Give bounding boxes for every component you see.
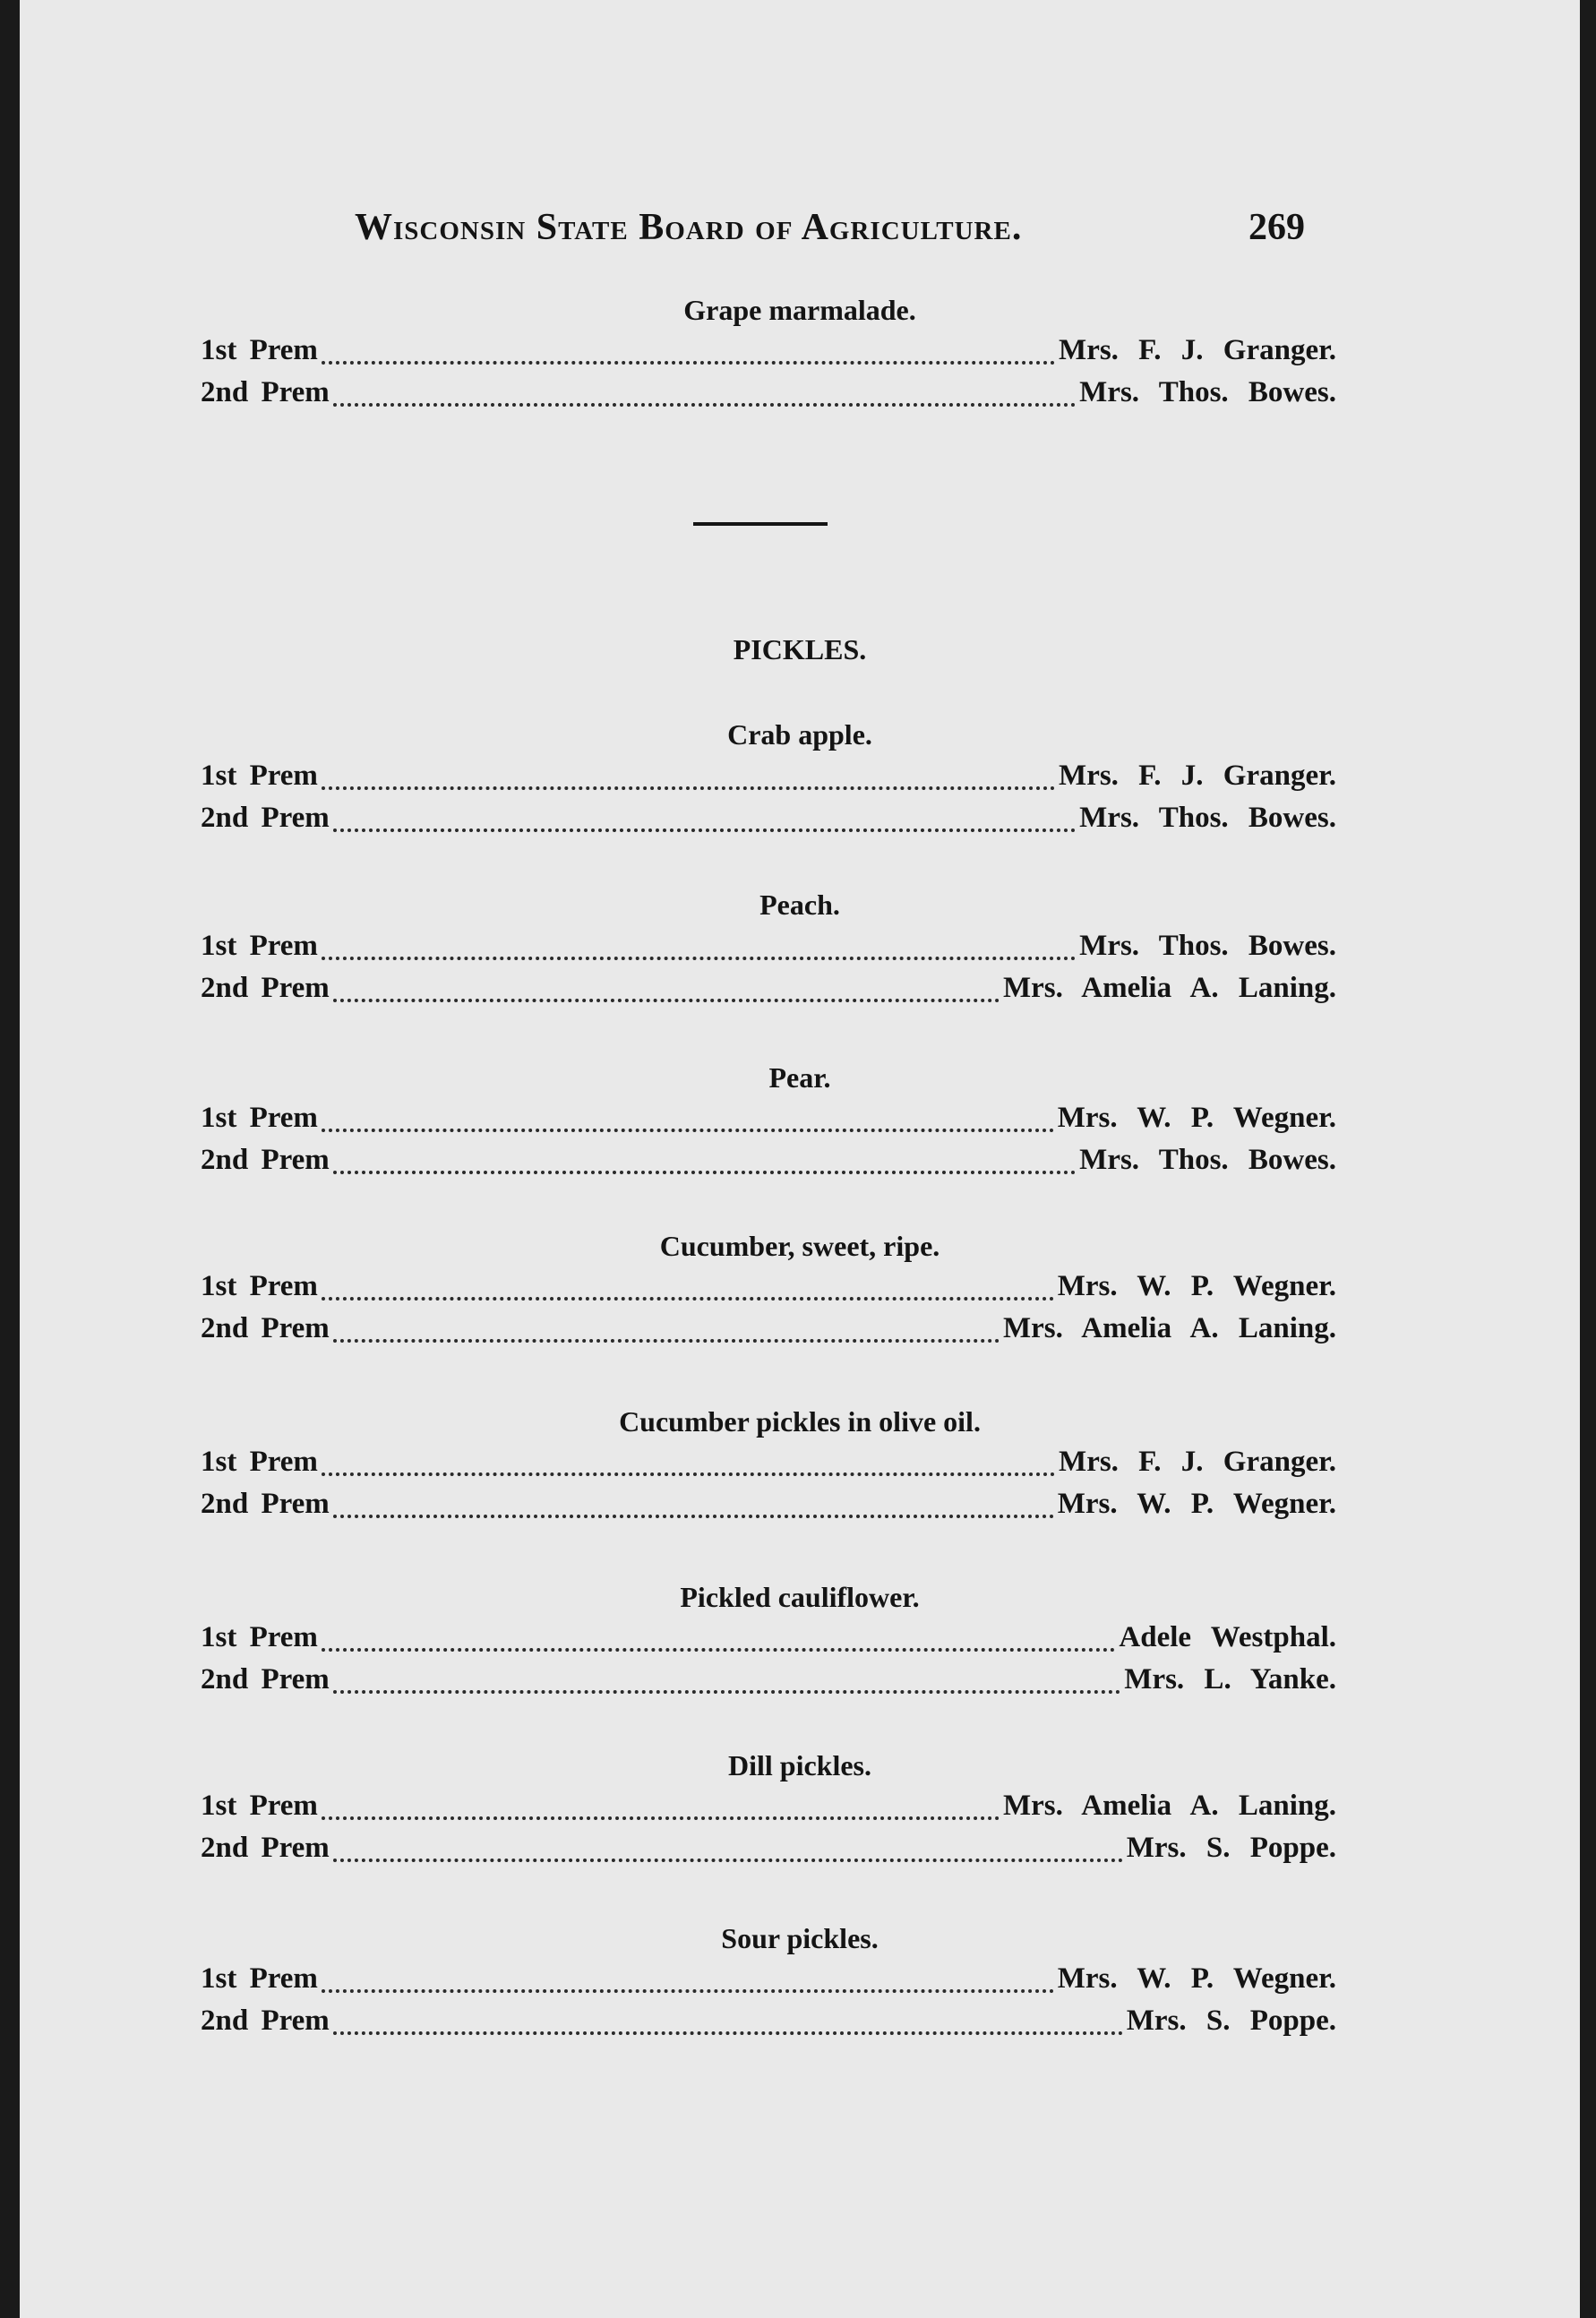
dot-leader	[333, 402, 1076, 407]
list-item	[201, 972, 1336, 1011]
winner-name: Mrs. W. P. Wegner.	[1057, 1270, 1336, 1302]
premium-place: 2nd Prem	[201, 1663, 330, 1696]
list-item	[201, 376, 1336, 416]
winner-name: Mrs. Amelia A. Laning.	[1002, 1312, 1336, 1344]
premium-place: 2nd Prem	[201, 972, 330, 1004]
list-item	[201, 1270, 1336, 1309]
dot-leader	[333, 2030, 1123, 2035]
winner-name: Mrs. Thos. Bowes.	[1079, 376, 1336, 408]
list-item	[201, 1102, 1336, 1141]
list-item	[201, 1144, 1336, 1183]
winner-name: Mrs. Amelia A. Laning.	[1002, 1790, 1336, 1822]
premium-place: 2nd Prem	[201, 1832, 330, 1864]
list-item	[201, 1790, 1336, 1829]
winner-name: Mrs. W. P. Wegner.	[1057, 1488, 1336, 1520]
winner-name: Mrs. Thos. Bowes.	[1079, 802, 1336, 834]
dot-leader	[333, 1858, 1123, 1862]
running-header	[20, 206, 1580, 260]
section-divider	[693, 522, 828, 526]
list-item	[201, 2005, 1336, 2044]
section-title-grape-marmalade: Grape marmalade.	[683, 294, 916, 326]
premium-place: 2nd Prem	[201, 2005, 330, 2037]
list-item	[201, 334, 1336, 373]
dot-leader	[322, 956, 1076, 960]
section-title-peach: Peach.	[759, 889, 840, 921]
dot-leader	[322, 1988, 1054, 1993]
premium-place: 1st Prem	[201, 1790, 318, 1822]
premium-place: 1st Prem	[201, 334, 318, 366]
dot-leader	[333, 998, 1000, 1002]
dot-leader	[322, 1472, 1055, 1476]
premium-place: 1st Prem	[201, 1962, 318, 1995]
premium-place: 2nd Prem	[201, 1312, 330, 1344]
premium-place: 1st Prem	[201, 930, 318, 962]
dot-leader	[333, 828, 1076, 832]
winner-name: Mrs. S. Poppe.	[1126, 1832, 1336, 1864]
dot-leader	[322, 360, 1055, 365]
list-item	[201, 1962, 1336, 2002]
winner-name: Mrs. F. J. Granger.	[1059, 334, 1336, 366]
list-item	[201, 1312, 1336, 1352]
list-item	[201, 1832, 1336, 1871]
premium-place: 2nd Prem	[201, 1488, 330, 1520]
list-item	[201, 1621, 1336, 1661]
section-title-pickled-cauliflower: Pickled cauliflower.	[680, 1581, 920, 1613]
list-item	[201, 1663, 1336, 1703]
premium-place: 1st Prem	[201, 1446, 318, 1478]
winner-name: Mrs. S. Poppe.	[1126, 2005, 1336, 2037]
section-title-cucumber-sweet-ripe: Cucumber, sweet, ripe.	[659, 1230, 940, 1262]
winner-name: Adele Westphal.	[1119, 1621, 1336, 1653]
premium-place: 2nd Prem	[201, 1144, 330, 1176]
page-number: 269	[1248, 207, 1305, 248]
section-title-crab-apple: Crab apple.	[727, 718, 872, 751]
section-title-cucumber-pickles-olive-oil: Cucumber pickles in olive oil.	[619, 1405, 981, 1438]
section-title-pear: Pear.	[768, 1061, 831, 1094]
dot-leader	[333, 1338, 1000, 1343]
premium-place: 2nd Prem	[201, 376, 330, 408]
premium-place: 2nd Prem	[201, 802, 330, 834]
section-title-dill-pickles: Dill pickles.	[727, 1749, 871, 1781]
list-item	[201, 760, 1336, 799]
premium-place: 1st Prem	[201, 1621, 318, 1653]
winner-name: Mrs. W. P. Wegner.	[1057, 1102, 1336, 1134]
dot-leader	[333, 1689, 1120, 1694]
dot-leader	[322, 1647, 1115, 1652]
winner-name: Mrs. Thos. Bowes.	[1079, 1144, 1336, 1176]
winner-name: Mrs. F. J. Granger.	[1059, 1446, 1336, 1478]
document-page	[20, 0, 1580, 2318]
winner-name: Mrs. Thos. Bowes.	[1079, 930, 1336, 962]
winner-name: Mrs. L. Yanke.	[1124, 1663, 1336, 1696]
list-item	[201, 930, 1336, 969]
dot-leader	[322, 1816, 1000, 1820]
premium-place: 1st Prem	[201, 760, 318, 792]
dot-leader	[333, 1514, 1054, 1518]
premium-place: 1st Prem	[201, 1102, 318, 1134]
winner-name: Mrs. W. P. Wegner.	[1057, 1962, 1336, 1995]
premium-place: 1st Prem	[201, 1270, 318, 1302]
winner-name: Mrs. Amelia A. Laning.	[1002, 972, 1336, 1004]
dot-leader	[322, 786, 1055, 790]
section-heading-pickles: PICKLES.	[733, 633, 867, 665]
list-item	[201, 802, 1336, 841]
list-item	[201, 1488, 1336, 1527]
list-item	[201, 1446, 1336, 1485]
dot-leader	[322, 1296, 1054, 1301]
dot-leader	[322, 1128, 1054, 1132]
dot-leader	[333, 1170, 1076, 1174]
page-header-title: Wisconsin State Board of Agriculture.	[355, 207, 1023, 248]
section-title-sour-pickles: Sour pickles.	[721, 1922, 879, 1954]
winner-name: Mrs. F. J. Granger.	[1059, 760, 1336, 792]
